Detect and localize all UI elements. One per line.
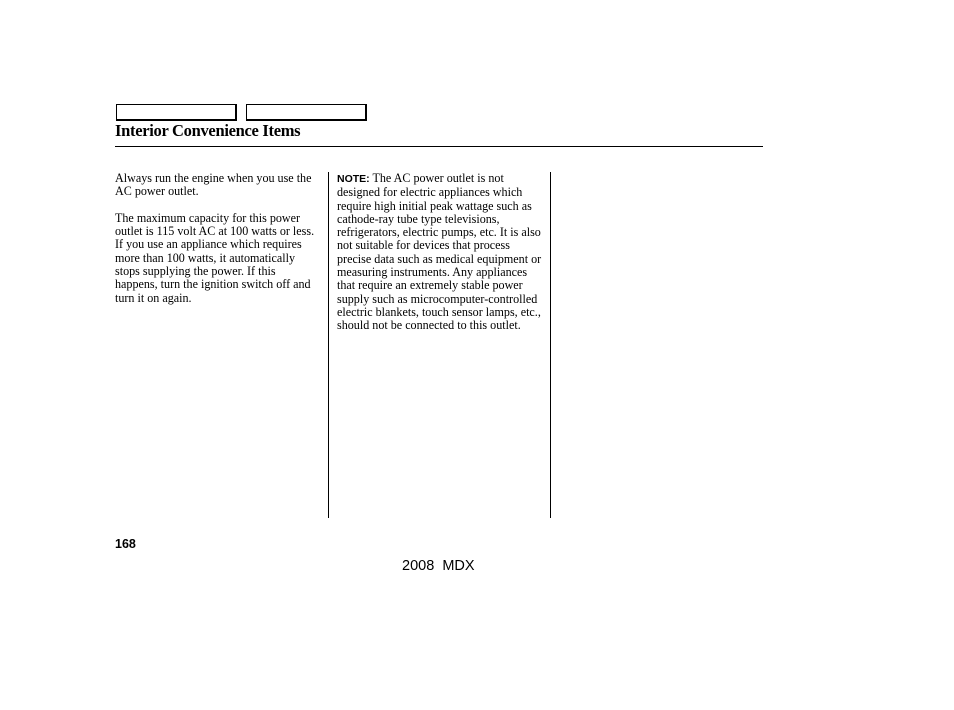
column-divider [328, 172, 329, 518]
page-title: Interior Convenience Items [115, 121, 301, 140]
paragraph-engine-running: Always run the engine when you use the AC power outlet. [115, 171, 312, 199]
footer-model-label: 2008 MDX [402, 558, 475, 574]
paragraph-maximum-capacity: The maximum capacity for this power outlet is 115 volt AC at 100 watts or less. If you use an appliance which requires more than 100 watts, it automatically stops supplying the power. If this happens, turn the ignition switch off and turn it on again. [115, 210, 315, 305]
column-divider [550, 172, 551, 518]
note-paragraph [337, 172, 547, 333]
page-number: 168 [115, 537, 136, 551]
nav-tab-next[interactable] [246, 104, 367, 121]
note-text: The AC power outlet is not designed for electric appliances which require high initial peak wattage such as cathode-ray tube type televisions, refrigerators, electric pumps, etc. It is also not suitable for devices that process precise data such as medical equipment or measuring instruments. Any appliances that require an extremely stable power supply such as microcomputer-controlled electric blankets, touch sensor lamps, etc., should not be connected to this outlet. [337, 171, 542, 333]
nav-tab-previous[interactable] [116, 104, 237, 121]
text-column-left [115, 172, 320, 305]
text-column-middle [337, 172, 547, 333]
title-divider [115, 146, 763, 147]
note-label: NOTE: [337, 173, 370, 185]
